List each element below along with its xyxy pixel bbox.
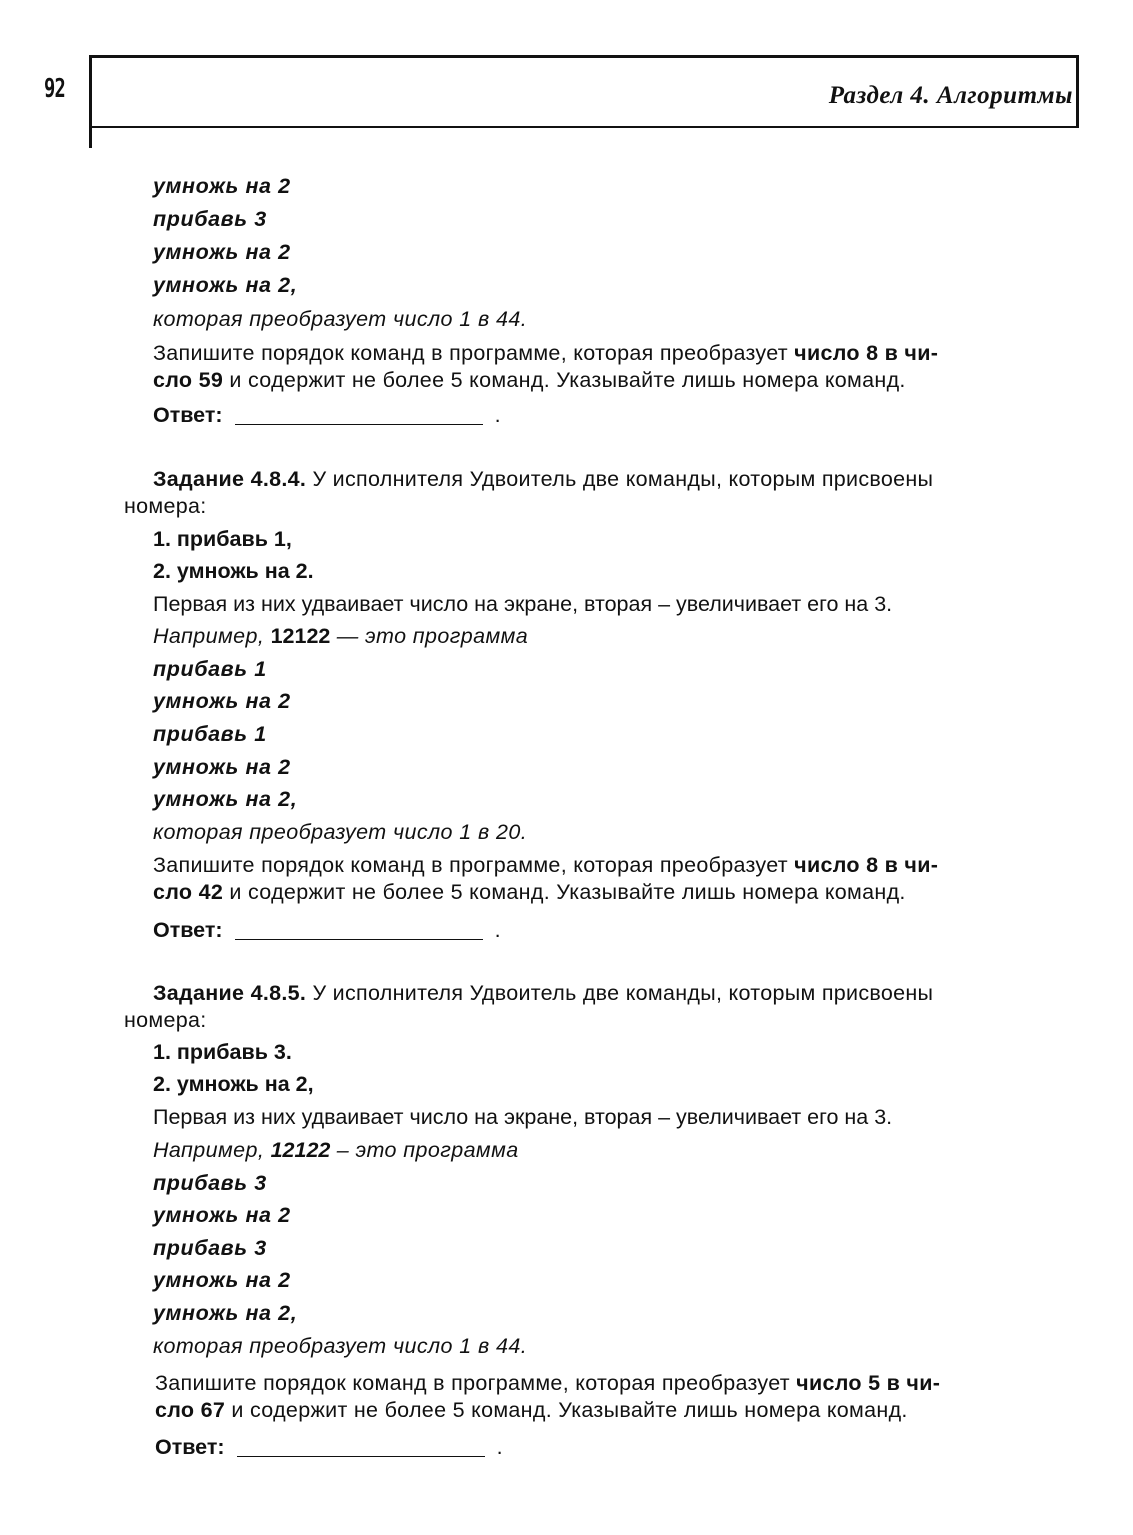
program-line: умножь на 2, bbox=[153, 273, 298, 297]
question-bold: число 5 в чи- bbox=[796, 1371, 941, 1395]
program-result: которая преобразует число 1 в 20. bbox=[153, 820, 528, 844]
task-title: Задание 4.8.5. bbox=[153, 981, 307, 1005]
question-text: и содержит не более 5 команд. Указывайте лишь номера команд. bbox=[223, 368, 906, 392]
page-number: 92 bbox=[44, 74, 66, 104]
example-line bbox=[153, 1137, 519, 1164]
task-question bbox=[155, 1370, 1075, 1424]
task-question bbox=[153, 340, 1073, 394]
answer-label: Ответ: bbox=[153, 918, 223, 942]
program-line: прибавь 3 bbox=[153, 1236, 267, 1260]
task-intro-text: У исполнителя Удвоитель две команды, которым присвоены bbox=[306, 981, 934, 1005]
program-line: умножь на 2 bbox=[153, 1268, 291, 1292]
program-line: прибавь 1 bbox=[153, 657, 267, 681]
program-result: которая преобразует число 1 в 44. bbox=[153, 1334, 528, 1358]
task-intro-text: номера: bbox=[124, 1008, 207, 1032]
question-text: Запишите порядок команд в программе, которая преобразует bbox=[153, 341, 795, 365]
question-text: Запишите порядок команд в программе, которая преобразует bbox=[153, 853, 795, 877]
question-bold: сло 42 bbox=[153, 880, 224, 904]
task-question bbox=[153, 852, 1073, 906]
answer-end: . bbox=[496, 1435, 503, 1459]
task-description: Первая из них удваивает число на экране, вторая – увеличивает его на 3. bbox=[153, 1105, 893, 1129]
program-line: прибавь 1 bbox=[153, 722, 267, 746]
answer-label: Ответ: bbox=[155, 1435, 225, 1459]
example-text: — это программа bbox=[330, 624, 529, 648]
answer-field[interactable] bbox=[235, 919, 483, 940]
question-bold: сло 67 bbox=[155, 1398, 226, 1422]
header-divider bbox=[89, 126, 92, 148]
answer-row bbox=[155, 1434, 503, 1461]
program-line: умножь на 2, bbox=[153, 787, 298, 811]
example-code: 12122 bbox=[270, 1138, 331, 1162]
answer-field[interactable] bbox=[235, 404, 483, 425]
program-line: умножь на 2 bbox=[153, 1203, 291, 1227]
command-item: 1. прибавь 1, bbox=[153, 527, 292, 551]
answer-field[interactable] bbox=[237, 1436, 485, 1457]
question-bold: число 8 в чи- bbox=[794, 341, 939, 365]
example-text: – это программа bbox=[330, 1138, 519, 1162]
answer-label: Ответ: bbox=[153, 403, 223, 427]
program-line: умножь на 2 bbox=[153, 755, 291, 779]
question-bold: сло 59 bbox=[153, 368, 224, 392]
program-line: прибавь 3 bbox=[153, 207, 267, 231]
program-result: которая преобразует число 1 в 44. bbox=[153, 307, 528, 331]
program-line: умножь на 2 bbox=[153, 689, 291, 713]
task-intro bbox=[124, 980, 1074, 1034]
example-code: 12122 bbox=[270, 624, 331, 648]
command-item: 2. умножь на 2. bbox=[153, 559, 314, 583]
task-intro-text: У исполнителя Удвоитель две команды, которым присвоены bbox=[306, 467, 934, 491]
task-intro-text: номера: bbox=[124, 494, 207, 518]
task-title: Задание 4.8.4. bbox=[153, 467, 307, 491]
answer-end: . bbox=[494, 403, 501, 427]
question-bold: число 8 в чи- bbox=[794, 853, 939, 877]
task-description: Первая из них удваивает число на экране, вторая – увеличивает его на 3. bbox=[153, 592, 893, 616]
question-text: и содержит не более 5 команд. Указывайте лишь номера команд. bbox=[223, 880, 906, 904]
example-line bbox=[153, 623, 528, 650]
program-line: прибавь 3 bbox=[153, 1171, 267, 1195]
question-text: Запишите порядок команд в программе, которая преобразует bbox=[155, 1371, 797, 1395]
program-line: умножь на 2, bbox=[153, 1301, 298, 1325]
answer-row bbox=[153, 402, 501, 429]
example-text: Например, bbox=[153, 1138, 271, 1162]
section-title: Раздел 4. Алгоритмы bbox=[828, 82, 1073, 109]
task-intro bbox=[124, 466, 1074, 520]
command-item: 1. прибавь 3. bbox=[153, 1040, 292, 1064]
command-item: 2. умножь на 2, bbox=[153, 1072, 314, 1096]
answer-end: . bbox=[494, 918, 501, 942]
example-text: Например, bbox=[153, 624, 271, 648]
answer-row bbox=[153, 917, 501, 944]
question-text: и содержит не более 5 команд. Указывайте лишь номера команд. bbox=[225, 1398, 908, 1422]
program-line: умножь на 2 bbox=[153, 240, 291, 264]
program-line: умножь на 2 bbox=[153, 174, 291, 198]
